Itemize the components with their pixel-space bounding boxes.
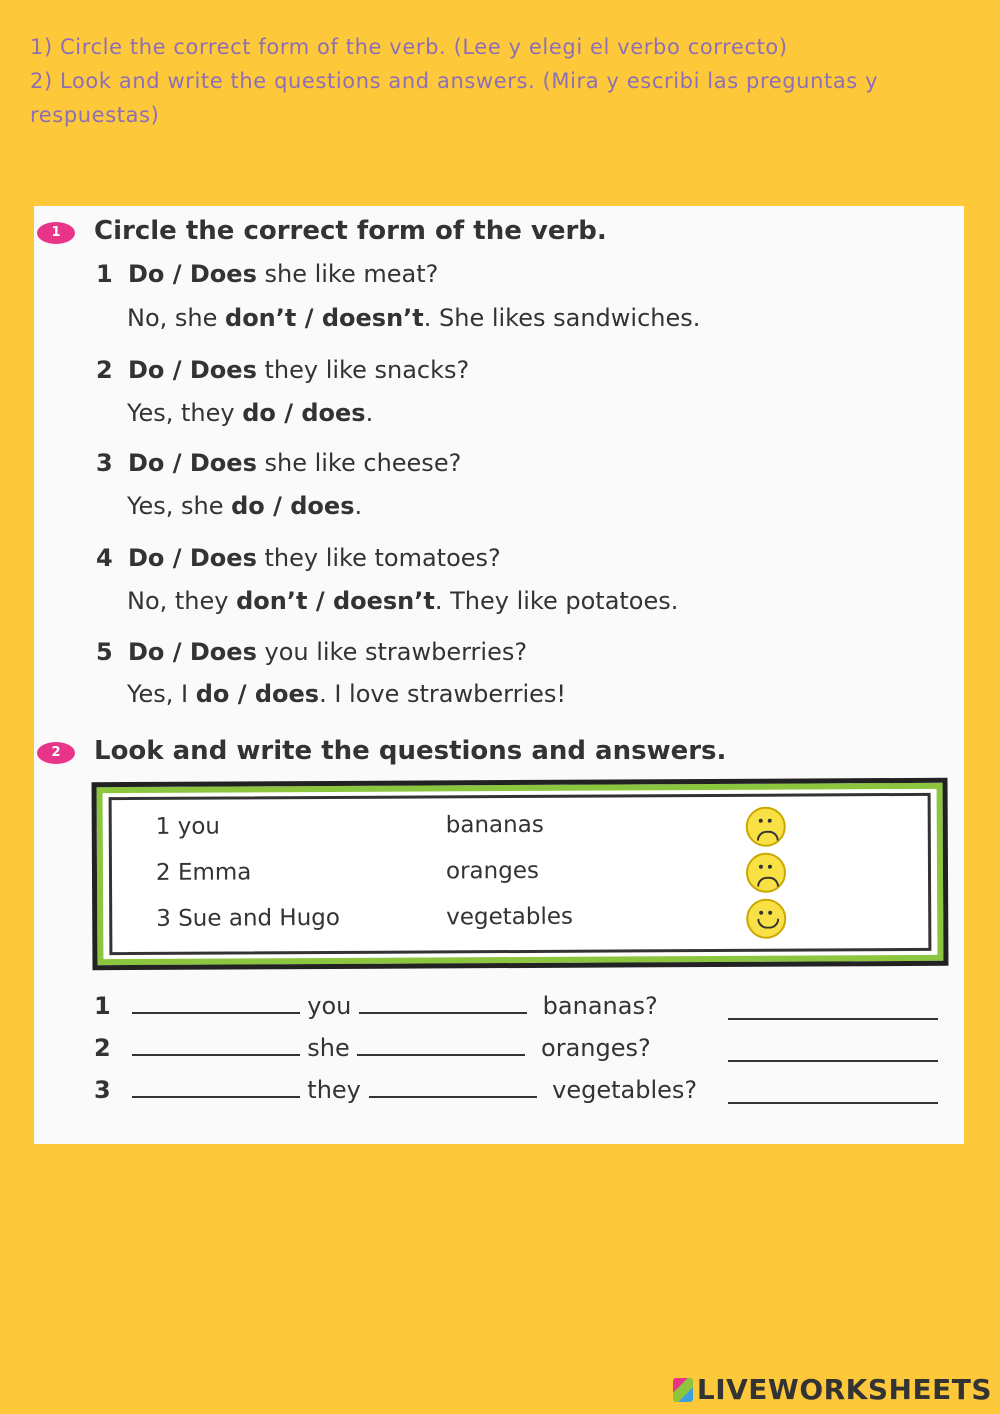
section-2-badge: 2: [37, 742, 75, 764]
happy-face-icon: [746, 899, 786, 939]
blank-verb-3[interactable]: [132, 1032, 300, 1056]
instruction-line-1: 1) Circle the correct form of the verb. (Lee y elegi el verbo correcto): [30, 35, 788, 59]
answer-choice-2[interactable]: do / does: [242, 399, 366, 427]
section-1-badge: 1: [37, 222, 75, 244]
verb-choice-5[interactable]: Do / Does: [128, 638, 257, 666]
question-5: 5 Do / Does you like strawberries?: [96, 638, 528, 666]
verb-choice-2[interactable]: Do / Does: [128, 356, 257, 384]
logo-icon: [673, 1378, 693, 1402]
info-table-frame: [92, 778, 949, 970]
write-line-2: 2 she oranges?: [94, 1034, 651, 1062]
verb-choice-4[interactable]: Do / Does: [128, 544, 257, 572]
answer-1: No, she don’t / doesn’t. She likes sandwiches.: [127, 304, 701, 332]
verb-choice-3[interactable]: Do / Does: [128, 449, 257, 477]
section-2-title: Look and write the questions and answers.: [94, 736, 727, 766]
question-4: 4 Do / Does they like tomatoes?: [96, 544, 501, 572]
sad-face-icon: [746, 853, 786, 893]
write-line-3: 3 they vegetables?: [94, 1076, 698, 1104]
answer-3: Yes, she do / does.: [127, 492, 363, 520]
sad-face-icon: [746, 807, 786, 847]
answer-choice-4[interactable]: don’t / doesn’t: [236, 587, 435, 615]
blank-verb-1[interactable]: [132, 990, 300, 1014]
answer-4: No, they don’t / doesn’t. They like potatoes.: [127, 587, 679, 615]
write-line-1: 1 you bananas?: [94, 992, 658, 1020]
info-table: 1 you bananas 2 Emma oranges 3 Sue and Hugo vegetables: [109, 793, 932, 955]
question-2: 2 Do / Does they like snacks?: [96, 356, 470, 384]
blank-verb-6[interactable]: [369, 1074, 537, 1098]
worksheet-card: [34, 206, 964, 1144]
answer-2: Yes, they do / does.: [127, 399, 374, 427]
section-1-title: Circle the correct form of the verb.: [94, 216, 607, 246]
answer-blank-3[interactable]: [728, 1080, 938, 1104]
instruction-line-2: 2) Look and write the questions and answers. (Mira y escribi las preguntas y respuestas): [30, 69, 879, 127]
verb-choice-1[interactable]: Do / Does: [128, 260, 257, 288]
blank-verb-5[interactable]: [132, 1074, 300, 1098]
answer-choice-1[interactable]: don’t / doesn’t: [225, 304, 424, 332]
answer-choice-3[interactable]: do / does: [231, 492, 355, 520]
answer-blank-2[interactable]: [728, 1038, 938, 1062]
answer-5: Yes, I do / does. I love strawberries!: [127, 680, 566, 708]
blank-verb-4[interactable]: [357, 1032, 525, 1056]
question-3: 3 Do / Does she like cheese?: [96, 449, 462, 477]
question-1: 1 Do / Does she like meat?: [96, 260, 439, 288]
answer-choice-5[interactable]: do / does: [195, 680, 320, 708]
liveworksheets-logo: LIVEWORKSHEETS: [673, 1373, 992, 1406]
blank-verb-2[interactable]: [359, 990, 527, 1014]
instructions: [30, 30, 980, 132]
answer-blank-1[interactable]: [728, 996, 938, 1020]
